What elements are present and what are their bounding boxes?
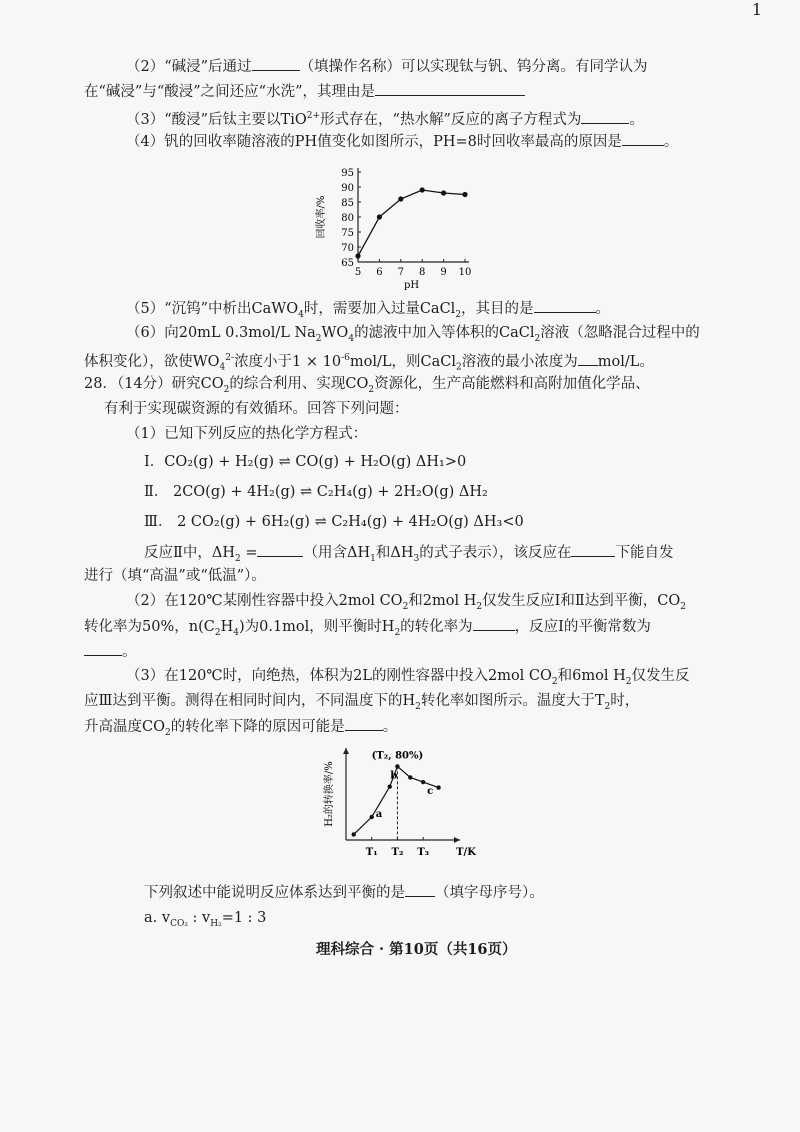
x-tick-label: 5 — [354, 267, 362, 278]
text: H — [220, 619, 234, 635]
q28-3-line3 — [84, 716, 397, 743]
text: Ⅲ． 2 CO₂(g) + 6H₂(g) ⇌ C₂H₄(g) + 4H₂O(g) ΔH₃<0 — [144, 514, 524, 530]
text: 转化率为50%，n(C — [84, 619, 215, 635]
subscript: 2 — [223, 384, 230, 395]
q28-3-ask — [144, 882, 544, 903]
reaction-3 — [144, 512, 524, 532]
data-point — [441, 190, 446, 195]
subscript: 2 — [476, 601, 483, 612]
text: = — [240, 545, 258, 561]
text: Ⅱ． 2CO(g) + 4H₂(g) ⇌ C₂H₄(g) + 2H₂O(g) ΔH₂ — [144, 484, 488, 500]
subscript: CO₂ — [170, 918, 188, 929]
text: （3）“酸浸”后钛主要以TiO — [126, 111, 307, 128]
point-label: a — [375, 809, 383, 820]
answer-blank — [84, 641, 122, 656]
answer-blank — [252, 56, 300, 71]
q28-1-line — [126, 424, 367, 444]
subscript: 2 — [402, 601, 409, 612]
text: 仅发生反应Ⅰ和Ⅱ达到平衡，CO — [482, 593, 681, 609]
subscript: 2 — [455, 309, 462, 320]
text: 反应Ⅱ中，ΔH — [144, 545, 235, 561]
point-label: b — [390, 770, 398, 782]
x-tick-label: 10 — [458, 267, 472, 278]
y-tick-label: 95 — [341, 168, 354, 179]
q28-1-ask2 — [84, 566, 266, 586]
text: （5）“沉钨”中析出CaWO — [126, 301, 299, 317]
subscript: 2 — [534, 333, 541, 344]
text: 时， — [610, 693, 640, 709]
text: （2）“碱浸”后通过 — [126, 59, 252, 75]
data-point — [377, 214, 382, 219]
q2-line2 — [84, 81, 525, 102]
q2-line — [126, 56, 648, 77]
text: 溶液的最小浓度为 — [461, 353, 578, 370]
superscript: 2+ — [306, 111, 321, 121]
text: 和6mol H — [557, 668, 626, 684]
text: 溶液（忽略混合过程中的 — [540, 325, 700, 341]
text: 的滤液中加入等体积的CaCl — [354, 325, 535, 341]
h2-conversion-chart — [318, 740, 498, 865]
reaction-2 — [144, 482, 488, 502]
corner-mark: 1 — [751, 0, 762, 19]
q28-line — [84, 374, 650, 400]
subscript: 4 — [219, 362, 226, 373]
text: 28．（14分）研究CO — [84, 376, 224, 392]
subscript: H₂ — [210, 918, 222, 929]
subscript: 2 — [164, 727, 171, 738]
q28-2-line2 — [84, 616, 651, 643]
text: （4）钒的回收率随溶液的PH值变化如图所示，PH=8时回收率最高的原因是 — [126, 134, 622, 150]
q3-line: （3）“酸浸”后钛主要以TiO$^{2+}$形式存在，“热水解”反应的离子方程式为 。 — [126, 106, 644, 130]
text: 的式子表示），该反应在 — [419, 545, 572, 561]
text: 下列叙述中能说明反应体系达到平衡的是 — [144, 885, 405, 901]
ph-recovery-chart — [300, 160, 500, 290]
data-point — [398, 196, 403, 201]
subscript: 2 — [456, 362, 462, 373]
y-tick-label: 90 — [341, 183, 354, 194]
answer-blank — [622, 131, 664, 146]
text: （6）向20mL 0.3mol/L Na — [126, 325, 316, 341]
q6-line — [126, 323, 700, 349]
q28-1-ask — [144, 542, 673, 569]
q28-2-line — [126, 591, 686, 617]
q28-3-line2 — [84, 691, 639, 717]
text: 仅发生反 — [631, 668, 690, 684]
subscript: 2 — [604, 701, 611, 712]
text: 和2mol H — [408, 593, 477, 609]
y-tick-label: 75 — [341, 228, 354, 239]
y-tick-label: 65 — [341, 258, 354, 269]
subscript: 4 — [298, 309, 304, 320]
answer-blank — [581, 109, 629, 124]
subscript: 2 — [415, 701, 421, 712]
answer-blank — [571, 542, 615, 557]
data-point — [436, 785, 440, 789]
data-point — [462, 192, 467, 197]
text: （3）在120℃时，向绝热，体积为2L的刚性容器中投入2mol CO — [126, 668, 552, 684]
subscript: 3 — [413, 553, 420, 564]
subscript: 2 — [680, 601, 686, 612]
text: 资源化，生产高能燃料和高附加值化学品、 — [374, 376, 650, 392]
text: 在“碱浸”与“酸浸”之间还应“水洗”，其理由是 — [84, 84, 375, 100]
x-axis-arrow — [454, 837, 460, 843]
text: 的综合利用、实现CO — [229, 376, 369, 392]
q28-2-line3 — [84, 641, 137, 662]
text: a. v — [144, 910, 171, 926]
x-tick-label: 8 — [419, 267, 426, 278]
data-point — [421, 780, 425, 784]
data-point — [408, 775, 412, 779]
subscript: 1 — [370, 553, 376, 564]
text: WO — [321, 325, 349, 341]
q28-line2 — [104, 399, 409, 419]
text: 应Ⅲ达到平衡。测得在相同时间内，不同温度下的H — [84, 693, 416, 709]
text: 形式存在，“热水解”反应的离子方程式为 — [320, 111, 582, 128]
page-footer: 理科综合 · 第10页（共16页） — [316, 941, 517, 958]
text: mol/L。 — [597, 353, 654, 370]
text: 。 — [382, 719, 398, 735]
q5-line: （5）“沉钨”中析出CaWO$_4$时，需要加入过量CaCl$_2$，其目的是 。 — [126, 298, 610, 325]
text: （填操作名称）可以实现钛与钒、钨分离。有同学认为 — [299, 59, 648, 75]
x-axis-label: T/K — [456, 847, 476, 858]
text: 时，需要加入过量CaCl — [303, 301, 456, 317]
text: 进行（填“高温”或“低温”）。 — [84, 568, 266, 584]
y-axis-arrow — [343, 748, 349, 754]
subscript: 2 — [234, 553, 241, 564]
text: 体积变化），欲使WO — [84, 353, 220, 370]
text: : v — [187, 910, 211, 926]
text: （2）在120℃某刚性容器中投入2mol CO — [126, 593, 403, 609]
x-tick-label: T₁ — [365, 847, 378, 858]
subscript: 2 — [551, 676, 558, 687]
answer-blank — [257, 542, 303, 557]
subscript: 4 — [233, 627, 239, 638]
data-point — [355, 253, 360, 258]
text: =1 : 3 — [221, 910, 267, 926]
x-tick-label: 6 — [376, 267, 383, 278]
y-axis-label: H₂的转换率/% — [324, 761, 335, 827]
text: mol/L，则CaCl — [349, 353, 456, 370]
answer-blank — [578, 351, 598, 366]
text: 。 — [122, 644, 137, 660]
superscript: 2- — [225, 353, 235, 363]
y-tick-label: 80 — [341, 213, 354, 224]
series-line — [358, 190, 465, 256]
superscript: -6 — [341, 353, 350, 363]
text: )为0.1mol，则平衡时H — [238, 619, 395, 635]
text: （用含ΔH — [303, 545, 371, 561]
subscript: 2 — [368, 384, 375, 395]
answer-blank — [345, 716, 383, 731]
data-point — [370, 815, 374, 819]
text: 升高温度CO — [84, 719, 165, 735]
text: 浓度小于1 × 10 — [234, 353, 342, 370]
x-tick-label: 7 — [397, 267, 404, 278]
text: 的转化率为 — [400, 619, 473, 635]
subscript: 2 — [315, 333, 322, 344]
q28-3-line — [126, 666, 690, 692]
text: ，反应Ⅰ的平衡常数为 — [514, 619, 651, 635]
q4-line: （4）钒的回收率随溶液的PH值变化如图所示，PH=8时回收率最高的原因是 。 — [126, 131, 678, 152]
peak-annotation: (T₂, 80%) — [371, 750, 424, 762]
text: （填字母序号）。 — [435, 885, 544, 901]
data-point — [352, 832, 356, 836]
subscript: 2 — [214, 627, 221, 638]
point-label: c — [427, 786, 434, 798]
x-tick-label: T₂ — [391, 847, 404, 858]
answer-blank — [534, 298, 596, 313]
data-point — [388, 784, 392, 788]
text: 下能自发 — [615, 545, 674, 561]
answer-blank — [473, 616, 515, 631]
x-tick-label: 9 — [440, 267, 447, 278]
answer-blank — [375, 81, 525, 96]
text: ，其目的是 — [461, 301, 534, 317]
subscript: 4 — [348, 333, 355, 344]
option-a — [144, 908, 266, 934]
subscript: 2 — [625, 676, 632, 687]
y-tick-label: 85 — [341, 198, 354, 209]
reaction-1 — [144, 452, 466, 472]
text: （1）已知下列反应的热化学方程式： — [126, 426, 368, 442]
y-axis-label: 回收率/% — [316, 195, 327, 239]
text: 的转化率下降的原因可能是 — [170, 719, 345, 735]
answer-blank — [405, 882, 435, 897]
text: 和ΔH — [375, 545, 414, 561]
text: 转化率如图所示。温度大于T — [420, 693, 605, 709]
text: Ⅰ．CO₂(g) + H₂(g) ⇌ CO(g) + H₂O(g) ΔH₁>0 — [144, 454, 467, 470]
x-tick-label: T₃ — [417, 847, 430, 858]
x-axis-label: pH — [403, 280, 420, 290]
data-point — [420, 187, 425, 192]
y-tick-label: 70 — [341, 243, 354, 254]
text: 有利于实现碳资源的有效循环。回答下列问题： — [104, 401, 409, 417]
subscript: 2 — [394, 627, 401, 638]
